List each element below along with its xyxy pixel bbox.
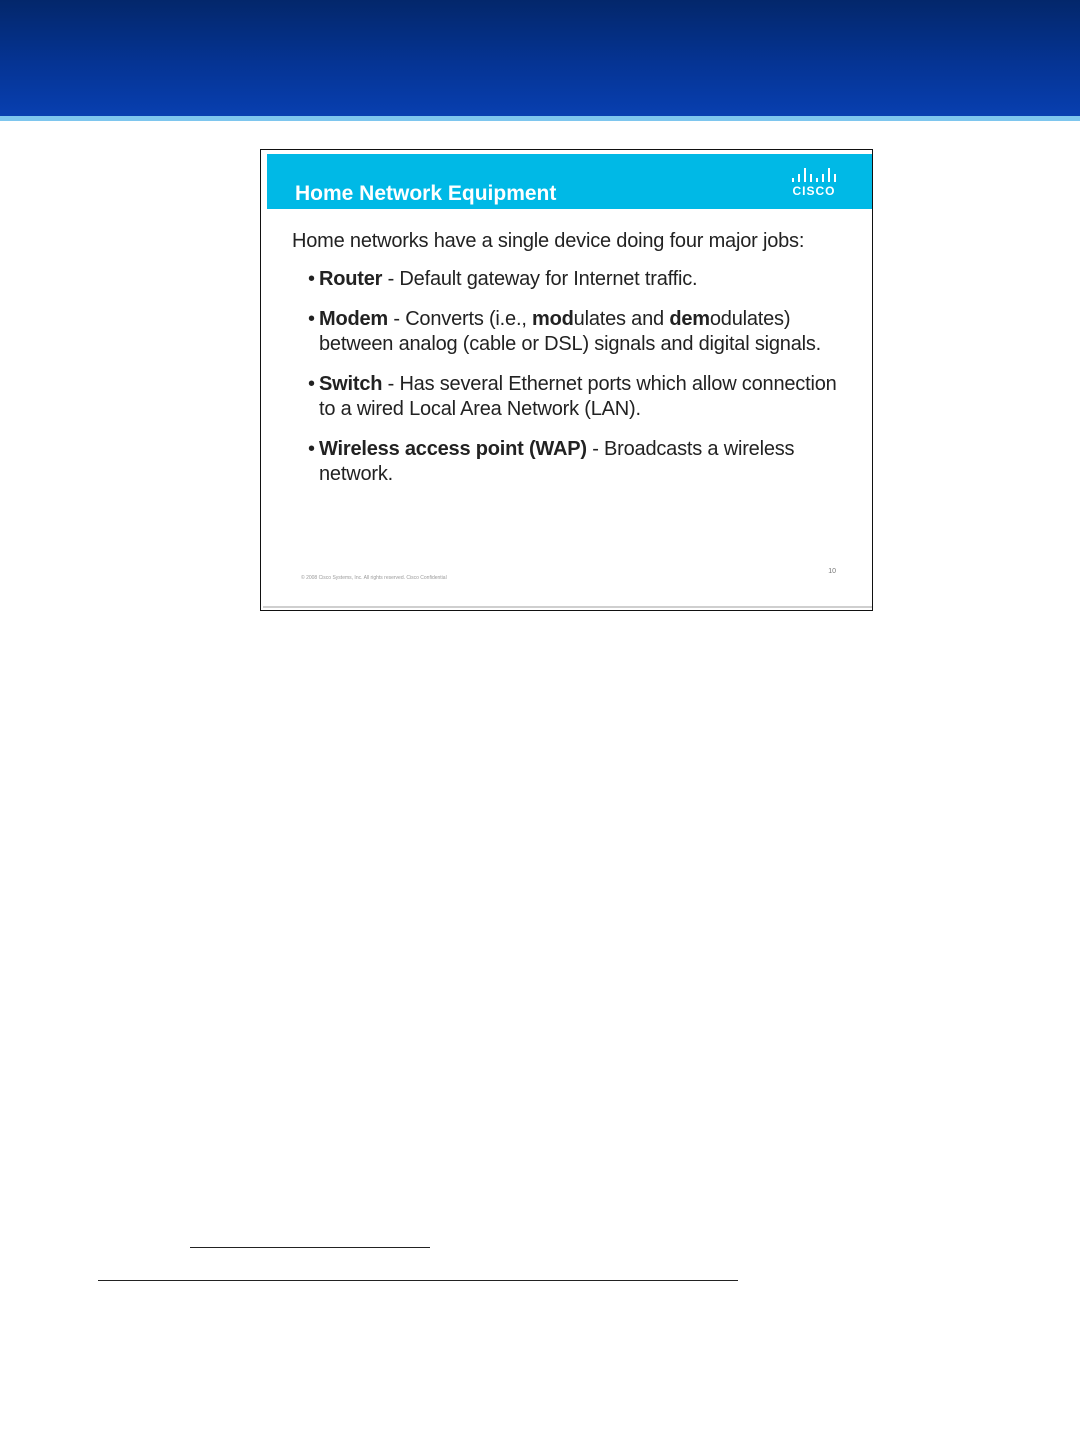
bullet-description: odulates) between analog (cable or DSL) signals and digital signals. bbox=[319, 308, 822, 355]
bullet-term: Wireless access point (WAP) bbox=[319, 438, 587, 460]
bullet-term: Switch bbox=[319, 373, 383, 395]
slide-intro: Home networks have a single device doing four major jobs: bbox=[292, 230, 805, 252]
bullet-description: - Converts (i.e., bbox=[388, 308, 533, 330]
bullet-description: - Has several Ethernet ports which allow connection to a wired Local Area Network (LAN). bbox=[319, 373, 837, 420]
bullet-dot: • bbox=[308, 268, 315, 290]
bullet-dot: • bbox=[308, 373, 315, 395]
slide-title: Home Network Equipment bbox=[295, 182, 557, 205]
cisco-bars-icon bbox=[790, 168, 838, 182]
bullet-emphasis: mod bbox=[532, 308, 574, 330]
slide-footer: © 2008 Cisco Systems, Inc. All rights reserved. Cisco Confidential bbox=[301, 575, 447, 581]
bullet-switch bbox=[292, 372, 852, 422]
slide-bottom-rule bbox=[263, 606, 872, 608]
blank-line-long bbox=[98, 1280, 738, 1281]
bullet-emphasis: dem bbox=[669, 308, 710, 330]
bullet-modem bbox=[292, 307, 852, 357]
bullet-dot: • bbox=[308, 438, 315, 460]
bullet-description: - Broadcasts a wireless network. bbox=[319, 438, 795, 485]
bullet-description: - Default gateway for Internet traffic. bbox=[382, 268, 698, 290]
slide-header-bar bbox=[267, 154, 872, 209]
cisco-wordmark: CISCO bbox=[792, 184, 836, 198]
bullet-term: Modem bbox=[319, 308, 389, 330]
bullet-wap bbox=[292, 437, 852, 487]
slide-body bbox=[292, 230, 852, 502]
cisco-logo bbox=[786, 168, 842, 200]
bullet-description: ulates and bbox=[573, 308, 670, 330]
bullet-dot: • bbox=[308, 308, 315, 330]
bullet-term: Router bbox=[319, 268, 383, 290]
blank-line-short bbox=[190, 1247, 430, 1248]
slide-image bbox=[260, 149, 873, 611]
bullet-router bbox=[292, 267, 852, 292]
top-banner bbox=[0, 0, 1080, 116]
banner-accent-stripe bbox=[0, 116, 1080, 121]
slide-page-number: 10 bbox=[828, 568, 836, 575]
